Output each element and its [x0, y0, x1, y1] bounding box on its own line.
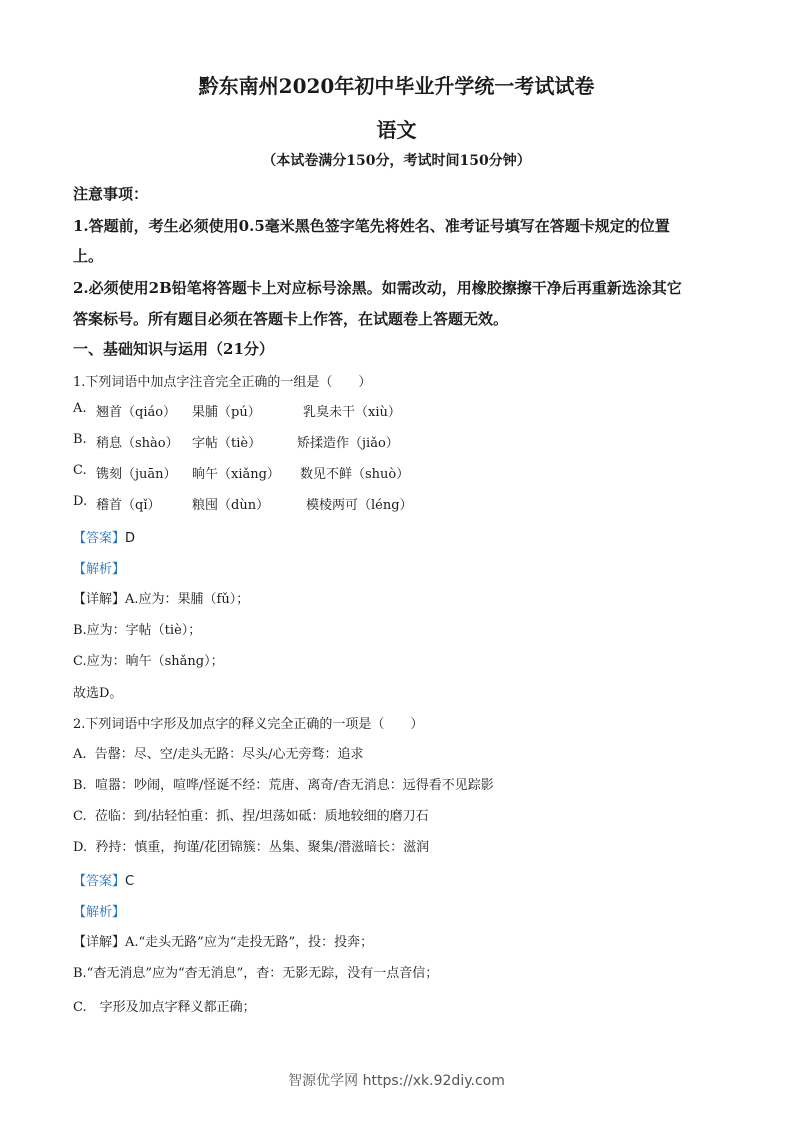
option-word-2: 晌午（xiǎng） — [192, 467, 280, 482]
option-word-3: 数见不鲜（shuò） — [300, 467, 410, 482]
q2-detail-1: 【详解】A.“走头无路”应为“走投无路”，投：投奔； — [73, 935, 374, 950]
option-label: B. — [73, 778, 87, 793]
option-label: C. — [73, 809, 87, 824]
option-text: 告罄：尽、空/走头无路：尽头/心无旁骛：追求 — [94, 747, 364, 762]
footer-watermark: 智源优学网 https://xk.92diy.com — [288, 1073, 505, 1089]
q1-detail-2: B.应为：字帖（tiè）； — [73, 623, 202, 638]
exam-note: （本试卷满分150分，考试时间150分钟） — [262, 153, 531, 169]
q1-detail-3: C.应为：晌午（shǎng）； — [73, 654, 224, 669]
instructions-heading: 注意事项： — [73, 185, 149, 203]
option-word-2: 粮囤（dùn） — [192, 498, 270, 513]
answer-tag: 【答案】 — [73, 531, 126, 546]
section-1-heading: 一、基础知识与运用（21分） — [73, 340, 274, 358]
option-label: A. — [73, 747, 87, 762]
option-word-1: 翘首（qiáo） — [96, 405, 177, 420]
option-word-3: 模棱两可（léng） — [306, 498, 413, 513]
question-2-stem: 2.下列词语中字形及加点字的释义完全正确的一项是（ ） — [73, 717, 424, 732]
option-word-1: 稍息（shào） — [96, 436, 179, 451]
instruction-2-line-1: 2.必须使用2B铅笔将答题卡上对应标号涂黑。如需改动，用橡胶擦擦干净后再重新选涂其它 — [73, 279, 682, 297]
answer-value: C — [125, 874, 135, 889]
instruction-1-line-1: 1.答题前，考生必须使用0.5毫米黑色签字笔先将姓名、准考证号填写在答题卡规定的位置 — [73, 217, 670, 235]
option-word-1: 稽首（qǐ） — [96, 498, 161, 513]
q2-detail-3: C. 字形及加点字释义都正确； — [73, 1000, 256, 1015]
option-word-1: 镌刻（juān） — [96, 467, 177, 482]
option-word-3: 矫揉造作（jiǎo） — [297, 436, 399, 451]
exam-title: 黔东南州2020年初中毕业升学统一考试试卷 — [198, 74, 595, 98]
option-word-2: 字帖（tiè） — [192, 436, 262, 451]
q2-analysis-tag: 【解析】 — [73, 905, 126, 920]
instruction-2-line-2: 答案标号。所有题目必须在答题卡上作答，在试题卷上答题无效。 — [73, 310, 509, 328]
answer-tag: 【答案】 — [73, 874, 126, 889]
q2-option-a — [73, 743, 364, 762]
answer-value: D — [125, 531, 136, 546]
option-label: B. — [73, 432, 87, 447]
subject-title: 语文 — [376, 118, 417, 142]
option-label: C. — [73, 463, 87, 478]
q2-option-b — [73, 774, 494, 793]
option-word-3: 乳臭未干（xiù） — [303, 405, 401, 420]
question-1-stem: 1.下列词语中加点字注音完全正确的一组是（ ） — [73, 375, 372, 390]
option-label: D. — [73, 494, 88, 509]
q2-detail-2: B.“杳无消息”应为“杳无消息”，杳：无影无踪，没有一点音信； — [73, 966, 439, 981]
q2-option-d — [73, 836, 429, 855]
q1-detail-1: 【详解】A.应为：果脯（fǔ）； — [73, 592, 250, 607]
option-text: 喧嚣：吵闹，喧哗/怪诞不经：荒唐、离奇/杳无消息：远得看不见踪影 — [94, 778, 494, 793]
q1-answer — [73, 527, 135, 546]
q1-detail-4: 故选D。 — [73, 686, 123, 701]
option-label: A. — [73, 401, 87, 416]
option-text: 矜持：慎重，拘谨/花团锦簇：丛集、聚集/潜滋暗长：滋润 — [95, 840, 430, 855]
q1-analysis-tag: 【解析】 — [73, 562, 126, 577]
option-word-2: 果脯（pú） — [192, 405, 261, 420]
option-text: 莅临：到/拈轻怕重：抓、捏/坦荡如砥：质地较细的磨刀石 — [94, 809, 429, 824]
option-label: D. — [73, 840, 88, 855]
q2-answer — [73, 870, 134, 889]
q2-option-c — [73, 805, 429, 824]
instruction-1-line-2: 上。 — [73, 247, 104, 265]
